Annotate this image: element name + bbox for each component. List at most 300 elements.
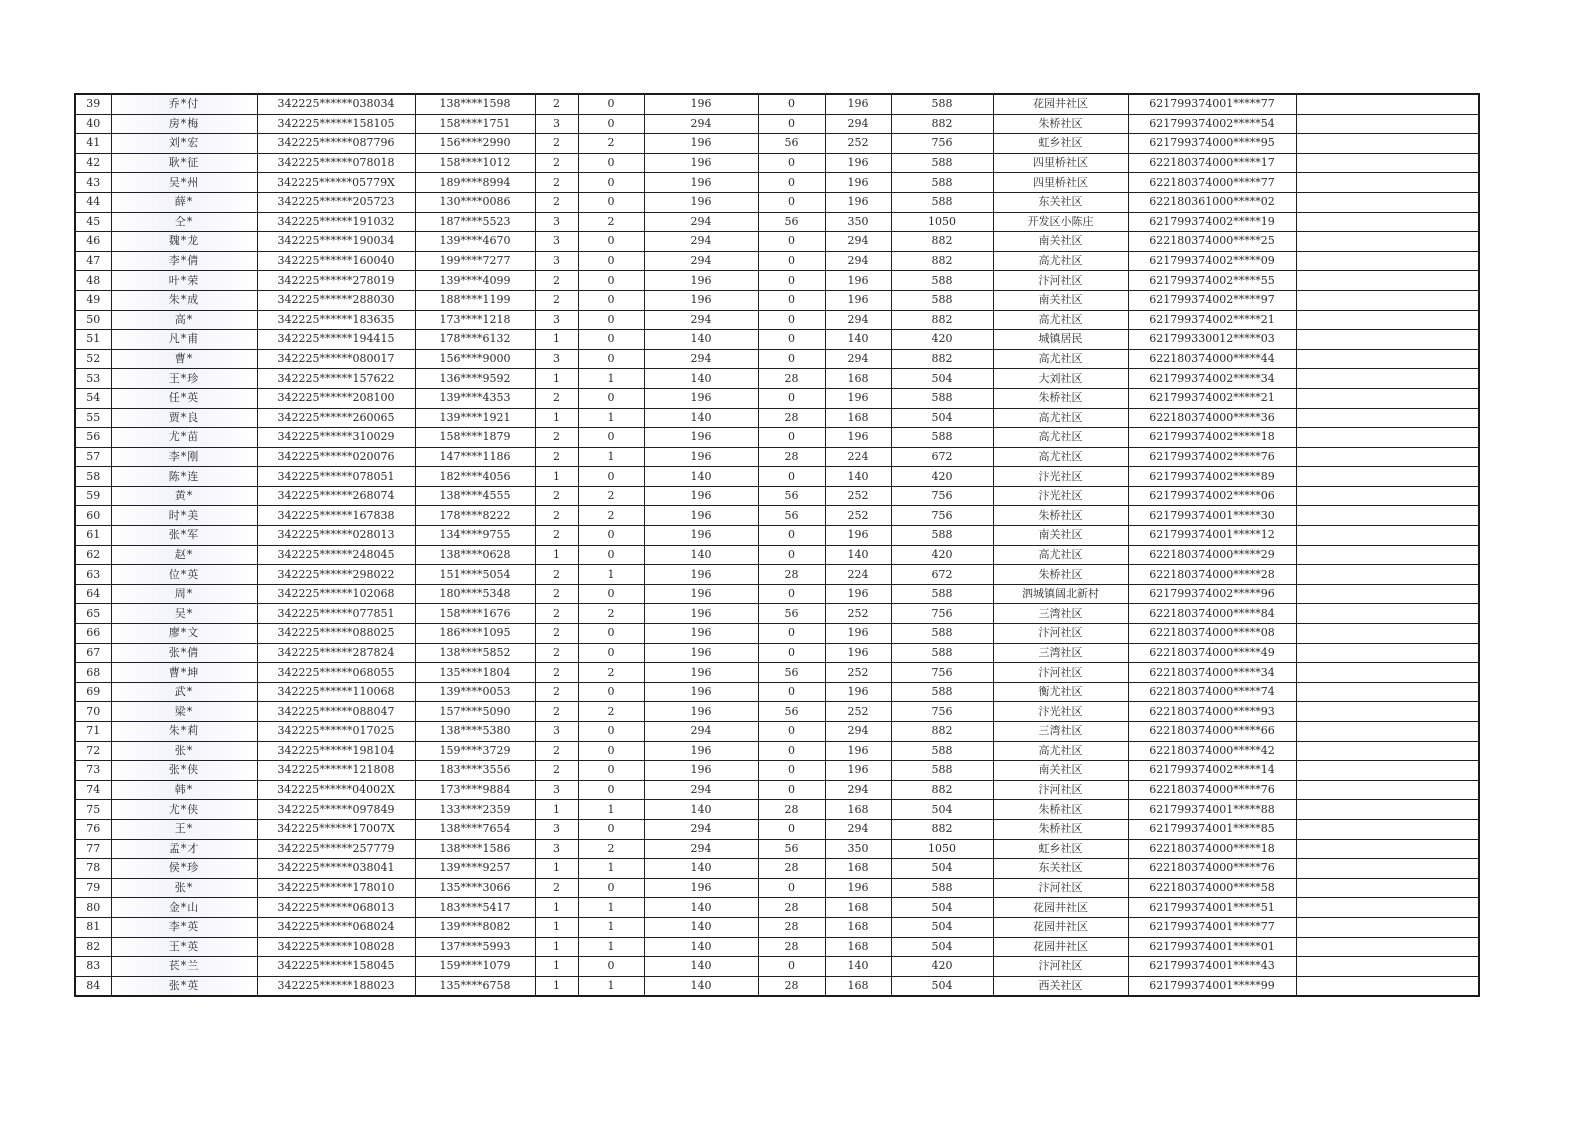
cell-total: 756 xyxy=(891,134,993,154)
cell-amount-b: 0 xyxy=(758,330,825,350)
cell-bank-account: 622180374000*****76 xyxy=(1128,780,1296,800)
cell-id-number: 342225******017025 xyxy=(257,722,415,742)
cell-name: 时*美 xyxy=(111,506,257,526)
cell-amount-a: 196 xyxy=(644,290,758,310)
cell-phone: 133****2359 xyxy=(415,800,535,820)
table-row xyxy=(75,447,1479,467)
cell-id-number: 342225******160040 xyxy=(257,251,415,271)
cell-name: 孟*才 xyxy=(111,839,257,859)
table-row xyxy=(75,330,1479,350)
cell-community: 南关社区 xyxy=(993,526,1128,546)
cell-phone: 189****8994 xyxy=(415,173,535,193)
cell-bank-account: 622180374000*****18 xyxy=(1128,839,1296,859)
table-row xyxy=(75,780,1479,800)
cell-phone: 135****6758 xyxy=(415,976,535,996)
document-page xyxy=(74,93,1478,997)
cell-name: 黄* xyxy=(111,486,257,506)
cell-monthly-total: 196 xyxy=(825,94,891,114)
cell-total: 588 xyxy=(891,173,993,193)
cell-no: 56 xyxy=(75,428,111,448)
table-row xyxy=(75,722,1479,742)
cell-count-a: 3 xyxy=(535,251,578,271)
cell-count-a: 2 xyxy=(535,271,578,291)
cell-amount-b: 0 xyxy=(758,349,825,369)
cell-amount-b: 0 xyxy=(758,388,825,408)
table-row xyxy=(75,114,1479,134)
cell-amount-b: 56 xyxy=(758,839,825,859)
cell-id-number: 342225******158045 xyxy=(257,957,415,977)
cell-id-number: 342225******278019 xyxy=(257,271,415,291)
cell-total: 882 xyxy=(891,114,993,134)
cell-bank-account: 621799374001*****51 xyxy=(1128,898,1296,918)
cell-amount-b: 28 xyxy=(758,859,825,879)
cell-amount-b: 0 xyxy=(758,526,825,546)
cell-count-a: 2 xyxy=(535,486,578,506)
cell-total: 588 xyxy=(891,428,993,448)
cell-amount-a: 196 xyxy=(644,506,758,526)
cell-monthly-total: 168 xyxy=(825,937,891,957)
cell-count-a: 3 xyxy=(535,722,578,742)
cell-count-a: 2 xyxy=(535,565,578,585)
cell-remark xyxy=(1296,584,1479,604)
cell-phone: 156****2990 xyxy=(415,134,535,154)
cell-remark xyxy=(1296,369,1479,389)
cell-no: 42 xyxy=(75,153,111,173)
cell-monthly-total: 168 xyxy=(825,898,891,918)
cell-id-number: 342225******248045 xyxy=(257,545,415,565)
cell-count-b: 0 xyxy=(578,232,644,252)
cell-bank-account: 622180374000*****84 xyxy=(1128,604,1296,624)
cell-total: 588 xyxy=(891,290,993,310)
cell-count-b: 0 xyxy=(578,545,644,565)
cell-community: 南关社区 xyxy=(993,232,1128,252)
cell-name: 梁* xyxy=(111,702,257,722)
cell-remark xyxy=(1296,878,1479,898)
cell-no: 50 xyxy=(75,310,111,330)
cell-remark xyxy=(1296,134,1479,154)
cell-id-number: 342225******097849 xyxy=(257,800,415,820)
cell-count-a: 1 xyxy=(535,330,578,350)
cell-count-b: 0 xyxy=(578,467,644,487)
cell-community: 虹乡社区 xyxy=(993,134,1128,154)
cell-monthly-total: 294 xyxy=(825,232,891,252)
cell-phone: 139****1921 xyxy=(415,408,535,428)
cell-phone: 147****1186 xyxy=(415,447,535,467)
cell-bank-account: 621799374002*****19 xyxy=(1128,212,1296,232)
cell-id-number: 342225******208100 xyxy=(257,388,415,408)
cell-id-number: 342225******077851 xyxy=(257,604,415,624)
table-row xyxy=(75,94,1479,114)
table-row xyxy=(75,976,1479,996)
cell-no: 82 xyxy=(75,937,111,957)
cell-phone: 138****1598 xyxy=(415,94,535,114)
cell-bank-account: 621799374002*****09 xyxy=(1128,251,1296,271)
cell-count-b: 1 xyxy=(578,565,644,585)
cell-count-a: 1 xyxy=(535,369,578,389)
cell-no: 59 xyxy=(75,486,111,506)
cell-no: 65 xyxy=(75,604,111,624)
data-table xyxy=(74,93,1480,997)
cell-total: 588 xyxy=(891,271,993,291)
cell-monthly-total: 168 xyxy=(825,408,891,428)
cell-count-b: 2 xyxy=(578,702,644,722)
cell-remark xyxy=(1296,408,1479,428)
cell-community: 高尤社区 xyxy=(993,251,1128,271)
cell-total: 672 xyxy=(891,447,993,467)
cell-id-number: 342225******020076 xyxy=(257,447,415,467)
cell-remark xyxy=(1296,486,1479,506)
cell-community: 花园井社区 xyxy=(993,94,1128,114)
cell-no: 52 xyxy=(75,349,111,369)
table-row xyxy=(75,153,1479,173)
cell-community: 汴光社区 xyxy=(993,486,1128,506)
cell-monthly-total: 168 xyxy=(825,800,891,820)
cell-name: 曹*坤 xyxy=(111,663,257,683)
cell-id-number: 342225******167838 xyxy=(257,506,415,526)
cell-total: 588 xyxy=(891,741,993,761)
cell-no: 44 xyxy=(75,192,111,212)
cell-monthly-total: 196 xyxy=(825,643,891,663)
cell-phone: 138****5852 xyxy=(415,643,535,663)
cell-no: 62 xyxy=(75,545,111,565)
cell-total: 1050 xyxy=(891,839,993,859)
cell-amount-a: 140 xyxy=(644,330,758,350)
cell-amount-a: 196 xyxy=(644,584,758,604)
cell-count-b: 0 xyxy=(578,682,644,702)
cell-monthly-total: 294 xyxy=(825,310,891,330)
cell-amount-b: 0 xyxy=(758,271,825,291)
cell-count-b: 0 xyxy=(578,722,644,742)
cell-count-b: 0 xyxy=(578,741,644,761)
cell-remark xyxy=(1296,114,1479,134)
table-row xyxy=(75,271,1479,291)
cell-community: 朱桥社区 xyxy=(993,506,1128,526)
cell-phone: 178****8222 xyxy=(415,506,535,526)
cell-amount-b: 0 xyxy=(758,741,825,761)
cell-name: 贾*良 xyxy=(111,408,257,428)
cell-monthly-total: 140 xyxy=(825,957,891,977)
cell-count-a: 2 xyxy=(535,153,578,173)
cell-total: 504 xyxy=(891,369,993,389)
cell-remark xyxy=(1296,232,1479,252)
cell-bank-account: 621799374002*****54 xyxy=(1128,114,1296,134)
cell-bank-account: 621799374001*****30 xyxy=(1128,506,1296,526)
cell-count-b: 2 xyxy=(578,506,644,526)
cell-community: 三湾社区 xyxy=(993,604,1128,624)
cell-count-b: 1 xyxy=(578,800,644,820)
cell-phone: 158****1879 xyxy=(415,428,535,448)
cell-remark xyxy=(1296,212,1479,232)
cell-remark xyxy=(1296,467,1479,487)
cell-bank-account: 622180374000*****36 xyxy=(1128,408,1296,428)
cell-monthly-total: 140 xyxy=(825,467,891,487)
cell-amount-a: 140 xyxy=(644,917,758,937)
cell-amount-b: 0 xyxy=(758,682,825,702)
cell-amount-b: 28 xyxy=(758,447,825,467)
cell-monthly-total: 252 xyxy=(825,702,891,722)
cell-amount-b: 0 xyxy=(758,94,825,114)
cell-remark xyxy=(1296,702,1479,722)
cell-phone: 135****3066 xyxy=(415,878,535,898)
cell-id-number: 342225******157622 xyxy=(257,369,415,389)
cell-no: 80 xyxy=(75,898,111,918)
cell-bank-account: 622180374000*****58 xyxy=(1128,878,1296,898)
cell-community: 汴光社区 xyxy=(993,467,1128,487)
table-row xyxy=(75,408,1479,428)
cell-remark xyxy=(1296,643,1479,663)
cell-community: 花园井社区 xyxy=(993,937,1128,957)
cell-monthly-total: 196 xyxy=(825,526,891,546)
cell-id-number: 342225******260065 xyxy=(257,408,415,428)
cell-monthly-total: 196 xyxy=(825,388,891,408)
cell-count-a: 1 xyxy=(535,976,578,996)
cell-no: 75 xyxy=(75,800,111,820)
cell-bank-account: 621799374002*****89 xyxy=(1128,467,1296,487)
cell-count-a: 1 xyxy=(535,917,578,937)
table-row xyxy=(75,584,1479,604)
cell-count-b: 0 xyxy=(578,780,644,800)
cell-amount-a: 294 xyxy=(644,819,758,839)
cell-total: 756 xyxy=(891,663,993,683)
cell-monthly-total: 196 xyxy=(825,741,891,761)
cell-id-number: 342225******108028 xyxy=(257,937,415,957)
cell-id-number: 342225******088047 xyxy=(257,702,415,722)
cell-name: 韩* xyxy=(111,780,257,800)
cell-no: 53 xyxy=(75,369,111,389)
table-row xyxy=(75,232,1479,252)
cell-monthly-total: 196 xyxy=(825,761,891,781)
cell-id-number: 342225******191032 xyxy=(257,212,415,232)
cell-total: 420 xyxy=(891,545,993,565)
cell-no: 60 xyxy=(75,506,111,526)
cell-no: 58 xyxy=(75,467,111,487)
cell-id-number: 342225******205723 xyxy=(257,192,415,212)
cell-community: 四里桥社区 xyxy=(993,153,1128,173)
cell-phone: 138****7654 xyxy=(415,819,535,839)
cell-community: 汴河社区 xyxy=(993,957,1128,977)
cell-name: 仝* xyxy=(111,212,257,232)
cell-amount-b: 0 xyxy=(758,584,825,604)
cell-id-number: 342225******088025 xyxy=(257,624,415,644)
cell-count-a: 2 xyxy=(535,192,578,212)
cell-amount-b: 0 xyxy=(758,780,825,800)
cell-community: 汴光社区 xyxy=(993,702,1128,722)
cell-amount-a: 196 xyxy=(644,94,758,114)
cell-amount-a: 196 xyxy=(644,643,758,663)
cell-no: 68 xyxy=(75,663,111,683)
cell-remark xyxy=(1296,604,1479,624)
cell-monthly-total: 252 xyxy=(825,604,891,624)
cell-remark xyxy=(1296,447,1479,467)
cell-total: 672 xyxy=(891,565,993,585)
cell-id-number: 342225******183635 xyxy=(257,310,415,330)
cell-name: 吴* xyxy=(111,604,257,624)
cell-no: 71 xyxy=(75,722,111,742)
cell-remark xyxy=(1296,330,1479,350)
cell-community: 汴河社区 xyxy=(993,624,1128,644)
cell-name: 张*侠 xyxy=(111,761,257,781)
cell-id-number: 342225******087796 xyxy=(257,134,415,154)
table-row xyxy=(75,486,1479,506)
cell-community: 高尤社区 xyxy=(993,447,1128,467)
cell-id-number: 342225******102068 xyxy=(257,584,415,604)
cell-remark xyxy=(1296,898,1479,918)
cell-name: 金*山 xyxy=(111,898,257,918)
cell-remark xyxy=(1296,428,1479,448)
cell-id-number: 342225******038041 xyxy=(257,859,415,879)
cell-bank-account: 621799374000*****95 xyxy=(1128,134,1296,154)
cell-name: 武* xyxy=(111,682,257,702)
cell-count-b: 0 xyxy=(578,271,644,291)
table-row xyxy=(75,682,1479,702)
cell-amount-a: 196 xyxy=(644,388,758,408)
cell-community: 高尤社区 xyxy=(993,408,1128,428)
table-row xyxy=(75,643,1479,663)
cell-count-a: 1 xyxy=(535,800,578,820)
cell-phone: 139****4099 xyxy=(415,271,535,291)
cell-name: 刘*宏 xyxy=(111,134,257,154)
cell-phone: 199****7277 xyxy=(415,251,535,271)
cell-count-a: 2 xyxy=(535,663,578,683)
cell-bank-account: 622180374000*****42 xyxy=(1128,741,1296,761)
cell-bank-account: 622180374000*****08 xyxy=(1128,624,1296,644)
cell-remark xyxy=(1296,937,1479,957)
cell-amount-a: 294 xyxy=(644,114,758,134)
cell-total: 882 xyxy=(891,819,993,839)
cell-phone: 173****9884 xyxy=(415,780,535,800)
cell-id-number: 342225******298022 xyxy=(257,565,415,585)
table-row xyxy=(75,526,1479,546)
cell-total: 504 xyxy=(891,917,993,937)
cell-no: 69 xyxy=(75,682,111,702)
cell-amount-b: 28 xyxy=(758,976,825,996)
cell-remark xyxy=(1296,271,1479,291)
cell-remark xyxy=(1296,682,1479,702)
cell-total: 504 xyxy=(891,408,993,428)
cell-id-number: 342225******110068 xyxy=(257,682,415,702)
cell-bank-account: 621799374002*****55 xyxy=(1128,271,1296,291)
cell-count-a: 2 xyxy=(535,682,578,702)
cell-name: 朱*成 xyxy=(111,290,257,310)
table-body xyxy=(75,94,1479,996)
cell-count-b: 1 xyxy=(578,898,644,918)
cell-bank-account: 622180374000*****49 xyxy=(1128,643,1296,663)
cell-bank-account: 622180374000*****44 xyxy=(1128,349,1296,369)
cell-name: 薛* xyxy=(111,192,257,212)
cell-monthly-total: 350 xyxy=(825,212,891,232)
cell-count-b: 2 xyxy=(578,604,644,624)
cell-remark xyxy=(1296,800,1479,820)
cell-name: 位*英 xyxy=(111,565,257,585)
cell-remark xyxy=(1296,251,1479,271)
cell-amount-a: 294 xyxy=(644,839,758,859)
cell-count-b: 0 xyxy=(578,819,644,839)
cell-id-number: 342225******257779 xyxy=(257,839,415,859)
cell-community: 汴河社区 xyxy=(993,878,1128,898)
cell-count-a: 2 xyxy=(535,624,578,644)
cell-name: 王* xyxy=(111,819,257,839)
cell-total: 504 xyxy=(891,898,993,918)
cell-amount-b: 0 xyxy=(758,428,825,448)
cell-total: 588 xyxy=(891,388,993,408)
cell-id-number: 342225******028013 xyxy=(257,526,415,546)
cell-bank-account: 622180374000*****77 xyxy=(1128,173,1296,193)
cell-count-a: 1 xyxy=(535,408,578,428)
cell-id-number: 342225******158105 xyxy=(257,114,415,134)
cell-no: 74 xyxy=(75,780,111,800)
cell-monthly-total: 196 xyxy=(825,192,891,212)
cell-name: 高* xyxy=(111,310,257,330)
cell-name: 李*倩 xyxy=(111,251,257,271)
cell-count-b: 0 xyxy=(578,878,644,898)
table-row xyxy=(75,898,1479,918)
cell-monthly-total: 196 xyxy=(825,173,891,193)
cell-total: 588 xyxy=(891,761,993,781)
cell-remark xyxy=(1296,153,1479,173)
cell-no: 67 xyxy=(75,643,111,663)
table-row xyxy=(75,565,1479,585)
cell-id-number: 342225******188023 xyxy=(257,976,415,996)
cell-amount-b: 0 xyxy=(758,467,825,487)
cell-id-number: 342225******178010 xyxy=(257,878,415,898)
cell-total: 420 xyxy=(891,330,993,350)
cell-total: 882 xyxy=(891,780,993,800)
cell-no: 43 xyxy=(75,173,111,193)
cell-phone: 139****9257 xyxy=(415,859,535,879)
cell-bank-account: 621799374002*****97 xyxy=(1128,290,1296,310)
cell-name: 侯*珍 xyxy=(111,859,257,879)
cell-id-number: 342225******068055 xyxy=(257,663,415,683)
cell-bank-account: 622180374000*****74 xyxy=(1128,682,1296,702)
cell-count-a: 2 xyxy=(535,741,578,761)
cell-count-a: 3 xyxy=(535,212,578,232)
cell-no: 78 xyxy=(75,859,111,879)
cell-amount-b: 0 xyxy=(758,114,825,134)
cell-name: 魏*龙 xyxy=(111,232,257,252)
table-row xyxy=(75,604,1479,624)
cell-amount-b: 56 xyxy=(758,212,825,232)
cell-community: 花园井社区 xyxy=(993,917,1128,937)
cell-name: 吴*州 xyxy=(111,173,257,193)
cell-name: 赵* xyxy=(111,545,257,565)
cell-community: 东关社区 xyxy=(993,859,1128,879)
cell-community: 南关社区 xyxy=(993,290,1128,310)
cell-id-number: 342225******194415 xyxy=(257,330,415,350)
cell-remark xyxy=(1296,624,1479,644)
cell-name: 周* xyxy=(111,584,257,604)
cell-total: 588 xyxy=(891,153,993,173)
cell-phone: 178****6132 xyxy=(415,330,535,350)
cell-community: 虹乡社区 xyxy=(993,839,1128,859)
cell-monthly-total: 294 xyxy=(825,819,891,839)
cell-community: 三湾社区 xyxy=(993,643,1128,663)
cell-amount-a: 196 xyxy=(644,682,758,702)
cell-monthly-total: 252 xyxy=(825,134,891,154)
cell-no: 54 xyxy=(75,388,111,408)
cell-count-a: 2 xyxy=(535,447,578,467)
cell-monthly-total: 350 xyxy=(825,839,891,859)
cell-phone: 138****5380 xyxy=(415,722,535,742)
cell-name: 任*英 xyxy=(111,388,257,408)
cell-total: 882 xyxy=(891,232,993,252)
cell-amount-a: 196 xyxy=(644,271,758,291)
cell-no: 41 xyxy=(75,134,111,154)
cell-count-a: 2 xyxy=(535,878,578,898)
cell-total: 882 xyxy=(891,251,993,271)
cell-amount-a: 196 xyxy=(644,134,758,154)
cell-amount-a: 294 xyxy=(644,251,758,271)
cell-monthly-total: 196 xyxy=(825,682,891,702)
